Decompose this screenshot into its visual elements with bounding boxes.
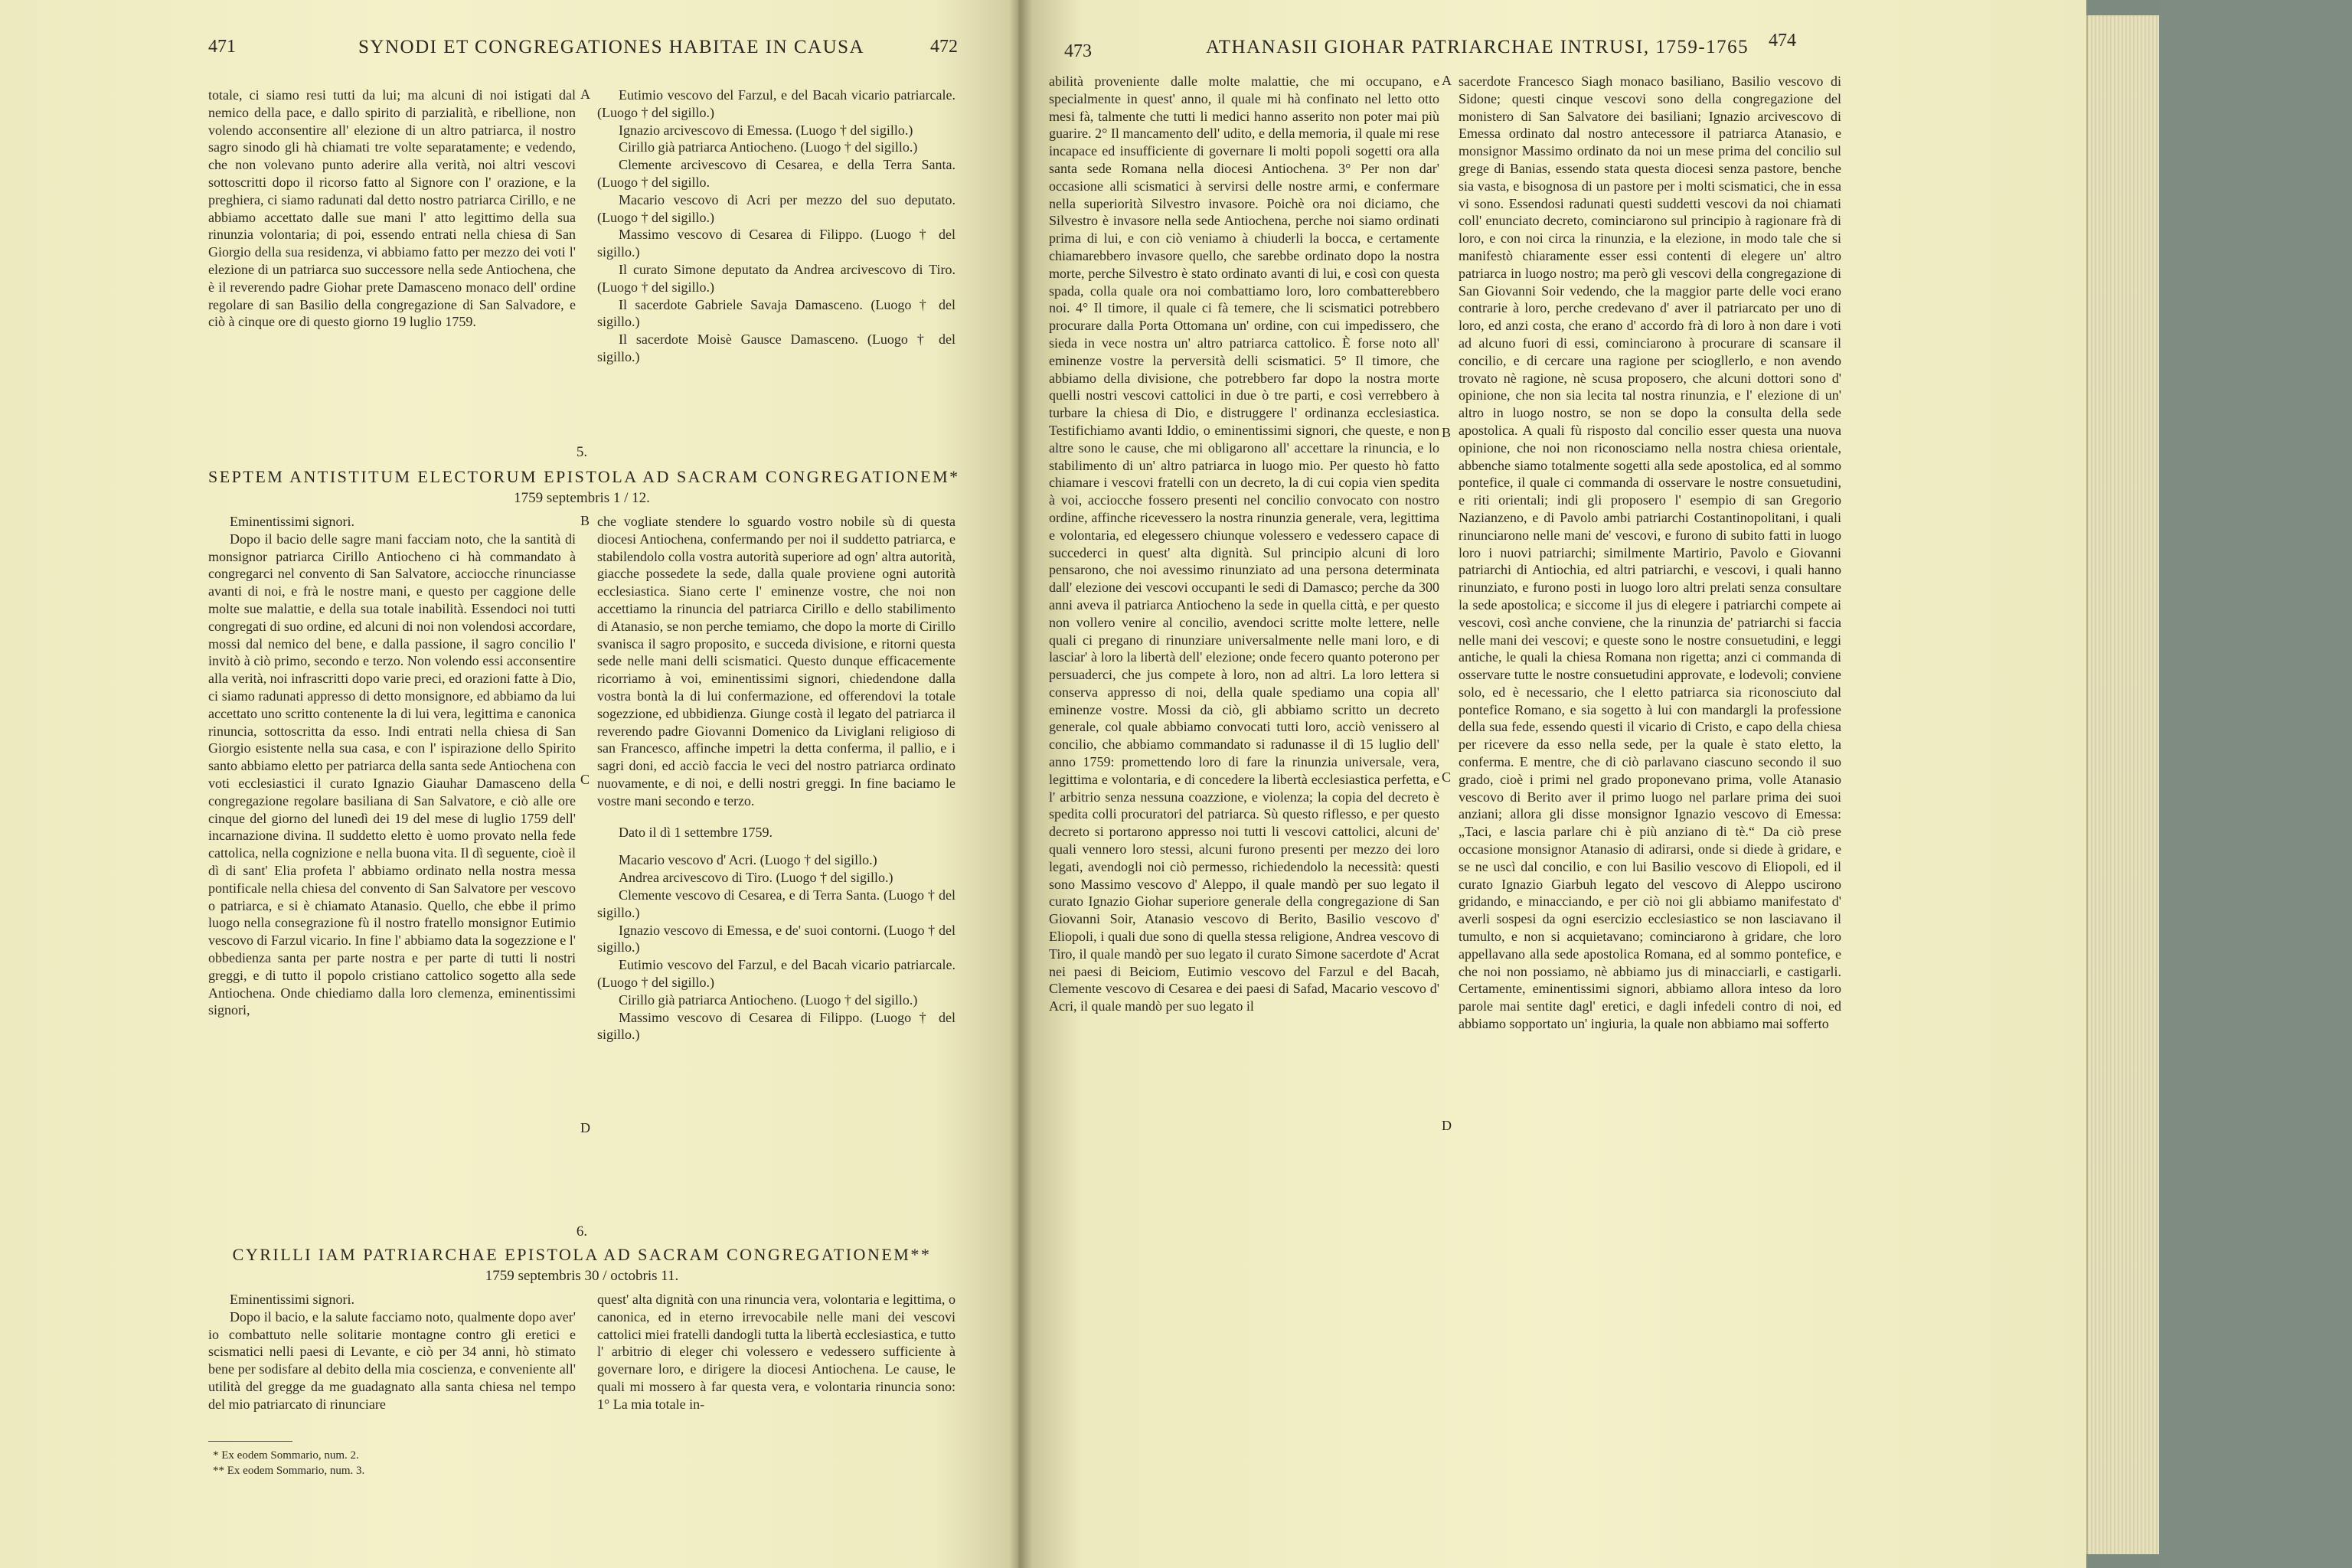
text-column <box>1459 73 1841 1033</box>
margin-letter: B <box>580 513 590 528</box>
margin-letter: C <box>1442 769 1452 785</box>
paragraph: Dopo il bacio delle sagre mani facciam noto, che la santità di monsignor patriarca Cirillo Antiocheno ci hà commandato à congregarci nel convento di San Salvatore, acciocche rinunciasse avanti di noi, e frà le nostre mani, e questo per caggione delle molte sue malattie, e della sua totale inabilità. Essendoci noi tutti congregati di suo ordine, ed alcuni di noi non volendosi accordare, mossi dal nemico del bene, e dalla passione, il sagro concilio l' invitò à ciò primo, secondo e terzo. Non volendo essi acconsentire alla verità, noi infrascritti dopo varie preci, ed orazioni fatte à Dio, ci siamo radunati appresso di detto monsignore, ed abbiamo da lui accettato uno scritto contenente la di lui vera, legittima e canonica rinuncia, sottoscritta da esso. Indi entrati nella chiesa di San Giorgio esistente nella sua casa, e con l' ispirazione dello Spirito santo abbiamo eletto per patriarca della santa sede Antiochena con voti ecclesiastici il curato Ignazio Giauhar Damasceno della congregazione regolare basiliana di San Salvatore, e ciò alle ore cinque del giorno del lunedì dei 19 del mese di luglio 1759 dell' incarnazione divina. Il suddetto eletto è uomo provato nella fede cattolica, nella cognizione e nella buona vita. Il dì seguente, cioè il dì di sant' Elia profeta l' abbiamo ordinato nella nostra messa pontificale nella chiesa del convento di San Salvatore per vescovo o patriarca, e si è chiamato Atanasio. Quello, che ebbe il primo luogo nella consegrazione fù il nostro fratello monsignor Eutimio vescovo di Farzul vicario. In fine l' abbiamo data la sogezzione e l' obbedienza santa per parte nostra e per parte di tutti li nostri greggi, e di tutto il popolo cristiano cattolico sogetto alla sede Antiochena. Onde chiediamo dalla loro clemenza, eminentissimi signori, <box>208 531 576 1018</box>
book-gutter <box>1009 0 1032 1568</box>
margin-letter: A <box>1442 73 1452 88</box>
signature: Ignazio arcivescovo di Emessa. (Luogo † del sigillo.) <box>619 122 913 138</box>
footnote-rule <box>208 1441 292 1442</box>
margin-letter: C <box>580 772 590 787</box>
right-page <box>1018 0 2086 1568</box>
signature: Cirillo già patriarca Antiocheno. (Luogo † del sigillo.) <box>619 991 918 1008</box>
section-number: 6. <box>576 1223 588 1240</box>
signature: Macario vescovo d' Acri. (Luogo † del sigillo.) <box>619 852 877 868</box>
running-head: SYNODI ET CONGREGATIONES HABITAE IN CAUSA <box>358 37 865 57</box>
signature: Andrea arcivescovo di Tiro. (Luogo † del sigillo.) <box>619 870 893 886</box>
signature: Macario vescovo di Acri per mezzo del suo deputato. (Luogo † del sigillo.) <box>597 191 956 225</box>
left-page <box>0 0 1018 1568</box>
section-number: 5. <box>576 444 588 460</box>
salutation: Eminentissimi signori. <box>230 514 355 529</box>
signature: Eutimio vescovo del Farzul, e del Bacah vicario patriarcale. (Luogo † del sigillo.) <box>597 87 956 120</box>
margin-letter: A <box>580 87 590 102</box>
signature: Cirillo già patriarca Antiocheno. (Luogo † del sigillo.) <box>619 139 918 155</box>
page-number: 472 <box>930 37 958 57</box>
signature: Il curato Simone deputato da Andrea arcivescovo di Tiro. (Luogo † del sigillo.) <box>597 261 956 295</box>
margin-letter: D <box>1442 1118 1452 1133</box>
section-date: 1759 septembris 30 / octobris 11. <box>485 1268 679 1284</box>
signature: Ignazio vescovo di Emessa, e de' suoi contorni. (Luogo † del sigillo.) <box>597 922 956 956</box>
signature: Massimo vescovo di Cesarea di Filippo. (Luogo † del sigillo.) <box>597 1009 956 1043</box>
page-number: 471 <box>208 37 236 57</box>
background-board <box>2159 0 2352 1568</box>
margin-letter: D <box>580 1120 590 1135</box>
page-edges <box>2086 15 2161 1554</box>
paragraph: Dopo il bacio, e la salute facciamo noto, qualmente dopo aver' io combattuto nelle solitarie montagne contro gli eretici e scismatici nelli paesi di Levante, e ciò per 34 anni, hò stimato bene per sodisfare al debito della mia coscienza, e conveniente all' utilità del gregge da me guadagnato alla santa chiesa nel tempo del mio patriarcato di rinunciare <box>208 1308 576 1412</box>
signature: Clemente vescovo di Cesarea, e di Terra Santa. (Luogo † del sigillo.) <box>597 887 956 920</box>
section-title: SEPTEM ANTISTITUM ELECTORUM EPISTOLA AD SACRAM CONGREGATIONEM* <box>208 467 960 486</box>
paragraph: che vogliate stendere lo sguardo vostro nobile sù di questa diocesi Antiochena, confermando per noi il suddetto patriarca, e stabilendolo colla vostra autorità superiore ad ogn' altra autorità, giacche possedete la sede, dalla quale proviene ogni autorità ecclesiastica. Siano certe l' eminenze vostre, che noi non accettiamo la rinuncia del patriarca Cirillo e dello stabilimento di Atanasio, se non perche temiamo, che dopo la morte di Cirillo svanisca il sagro proposito, e succeda divisione, e ritorni questa sede nelle mani delli scismatici. Questo dunque efficacemente ricorriamo à voi, eminentissimi signori, chiedendone dalla vostra bontà la di lui confermazione, ed offerendovi la totale sogezzione, ed ubbidienza. Giunge costà il legato del patriarca il reverendo padre Giovanni Domenico da Liviglani religioso di san Francesco, affinche impetri la detta conferma, il pallio, e i sagri doni, ed acciò faccia le veci del nostro patriarca ordinato nuovamente, e di noi, e delli nostri greggi. In fine baciamo le vostre mani secondo e terzo. <box>597 514 956 808</box>
signature-column <box>597 87 956 366</box>
footnote: ** Ex eodem Sommario, num. 3. <box>213 1465 365 1477</box>
text-column <box>1049 73 1439 1015</box>
page-number: 474 <box>1769 31 1796 51</box>
paragraph: totale, ci siamo resi tutti da lui; ma alcuni di noi istigati dal nemico della pace, e dallo spirito di parzialità, e ribellione, non volendo acconsentire all' elezione di un altro patriarca, il nostro sagro sinodo gli hà chiamati tre volte separatamente; e vedendo, che non volevano punto aderire alla verità, noi altri vescovi sottoscritti dopo il ricorso fatto al Signore con l' orazione, e la preghiera, ci siamo radunati dal detto nostro patriarca Cirillo, e ne abbiamo accettato dalle sue mani l' atto legittimo della sua rinunzia volontaria; di poi, essendo entrati nella chiesa di San Giorgio della sua residenza, vi abbiamo fatto per mezzo dei voti l' elezione di un patriarca suo successore nella sede Antiochena, che è il reverendo padre Giohar prete Damasceno monaco dell' ordine regolare di san Basilio della congregazione di San Salvadore, e ciò à cinque ore di questo giorno 19 luglio 1759. <box>208 87 576 330</box>
paragraph: sacerdote Francesco Siagh monaco basiliano, Basilio vescovo di Sidone; questi cinque vescovi sono della congregazione del monistero di San Salvatore dei basiliani; Ignazio arcivescovo di Emessa ordinato dal nostro antecessore il patriarca Atanasio, e monsignor Massimo ordinato da noi un mese prima del concilio sul grege di Banias, essendo stata questa diocesi senza pastore, benche sia vasta, e bisognosa di un pastore per i molti scismatici, che in essa vi sono. Essendosi radunati questi suddetti vescovi da noi chiamati coll' enunciato decreto, cominciarono sul principio à ragionare frà di loro, e con noi circa la rinunzia, e la elezione, in modo tale che si manifestò chiaramente esser essi contenti di elegere un' altro patriarca in luogo nostro; ma però gli vescovi della congregazione di San Giovanni Soir vedendo, che la maggior parte delle voci erano contrarie à loro, perche credevano d' aver il patriarcato per uno di loro, ed anzi costa, che erano d' accordo frà di loro à non dare i voti ad alcuno fuori di essi, cominciarono à procurare di scansare il concilio, e di cercare una ragione per sciogllerlo, e non avendo trovato nè ragione, nè scusa proposero, che alcuni dottori sono d' opinione, che non sia lecita tal nostra rinunzia, e l' elezione di un' altro in luogo nostro, se non se dopo la consulta della sede apostolica. A quali fù risposto dal concilio esser questa una nuova opinione, che noi non riconosciamo nella nostra chiesa orientale, abbenche siamo totalmente sogetti alla sede apostolica, ed al sommo pontefice, il quale ci commanda di osservare le nostre consuetudini, e riti orientali; indi gli proposero l' esempio di san Gregorio Nazianzeno, e di Pavolo ambi patriarchi Costantinopolitani, i quali rinunciarono nelle mani de' vescovi, e furono di subito fatti in luogo loro i nuovi patriarchi; similmente Martirio, Pavolo e Giovanni patriarchi di Antiochia, ed altri patriarchi, e vescovi, i quali hanno rinunziato, e furono posti in luogo loro altri prelati senza consultare la sede apostolica; e siccome il jus di elegere i patriarchi compete ai vescovi, così anche conviene, che la rinunzia de' patriarchi si faccia nelle mani dei vescovi; e queste sono le nostre consuetudini, e leggi antiche, le quali la chiesa Romana non rigetta; anzi ci commanda di osservare tutte le nostre consuetudini approvate, e lodevoli; conviene solo, ed è necessario, che l eletto patriarca sia riconosciuto dal pontefice Romano, e sia sogetto à lui con mandargli la professione della sua fede, essendo questi il vicario di Cristo, e capo della chiesa per ricevere da esso nella sede, per la quale è stato eletto, la conferma. E mentre, che di ciò parlavano ciascuno secondo il suo grado, cioè i primi nel grado proponevano prima, volle Atanasio vescovo di Berito aver il primo luogo nel parlare prima dei suoi anziani; allora gli disse monsignor Ignazio vescovo di Emessa: „Taci, e lascia parlare chi è più anziano di tè.“ Da ciò prese occasione monsignor Atanasio di adirarsi, onde si diede à gridare, e se ne uscì dal concilio, e con lui Basilio vescovo di Eliopoli, ed il curato Ignazio Giarbuh legato del vescovo di Aleppo uscirono gridando, e minacciando, e per ciò noi gli abbiamo manifestato d' averli sospesi da ogni esercizio ecclesiastico se non lasciavano il tumulto, e non si acquietavano; cominciarono à gridare, che loro appellavano alla sede apostolica Romana, ed al sommo pontefice, e che noi non possiamo, nè abbiamo jus di minacciarli, e castigarli. Certamente, eminentissimi signori, abbiamo allora inteso da loro parole mai sentite dagl' eretici, e dagli infedeli contro di noi, ed abbiamo sopportato un' ingiuria, la quale non abbiamo mai sofferto <box>1459 74 1841 1032</box>
paragraph: abilità proveniente dalle molte malattie, che mi occupano, e specialmente in quest' anno, il quale mi hà confinato nel letto otto mesi fà, talmente che tutti li medici hanno asserito non poter mai più guarire. 2° Il mancamento dell' udito, e della memoria, il quale mi rese incapace ed insufficiente di governare li molti popoli sogetti ora alla santa sede Romana nella diocesi Antiochena. 3° Per non dar' occasione alli scismatici à servirsi delle nostre armi, e confermare nella superiorità Silvestro invasore. Poichè ora noi diciamo, che Silvestro è invasore nella sede Antiochena, perche noi siamo ordinati prima di lui, e con ciò veniamo à chiuderli la bocca, e certamente chiamarebbero invasore quello, che sarebbe ordinato dopo la nostra morte, perche Silvestro è stato ordinato avanti di lui, e così con questa spada, colla quale ora noi combattiamo loro, loro combatterebbero noi. 4° Il timore, il quale ci fà temere, che li scismatici potrebbero procurare dalla Porta Ottomana un' ordine, con cui impedissero, che sieda in vece nostra un' altro patriarca cattolico. È forse noto all' eminenze vostre la perversità delli scismatici. 5° Il timore, che abbiamo della divisione, che potrebbero far dopo la nostra morte quelli nostri vescovi cattolici in due ò tre parti, e così verrebbero à turbare la chiesa di Dio, e distruggere l' ordinanza ecclesiastica. Testifichiamo avanti Iddio, o eminentissimi signori, che queste, e non altre sono le cause, che mi obligarono all' accettare la rinuncia, e lo stabilimento di un' altro patriarca in luogo mio. Per questo hò fatto chiamare i vescovi fratelli con un decreto, la di cui copia vien spedita à voi, acciocche fossero presenti nel concilio convocato con nostro ordine, affinche ricevessero la nostra rinunzia generale, vera, legittima e volontaria, ed elegessero chiunque volessero e vedessero capace di succederci in quest' alta dignità. Sul principio alcuni di loro pensarono, che noi avessimo rinunziato ad una persona determinata dall' elezione dei vescovi occupanti le sedi di Damasco; perche da 300 anni aveva il patriarca Antiocheno la sede in quella città, e per questo non vollero venire al concilio, avendoci scritte molte lettere, nelle quali ci pregano di rinunziare universalmente nelle mani loro, e di lasciar' à loro la libertà dell' elezione; onde fecero quanto poterono per persuaderci, che jus compete à loro, non ad altri. La loro lettera si conserva appresso di noi, della quale spediamo una copia all' eminenze vostre. Mossi da ciò, gli abbiamo scritto un decreto generale, col quale abbiamo convocati tutti loro, acciò venissero al concilio, che abbiamo commandato si radunasse il dì 15 luglio dell' anno 1759: promettendo loro di fare la rinunzia universale, vera, legittima e volontaria, e di concedere la libertà ecclesiastica perfetta, e l' arbitrio senza nessuna coazzione, e violenza; la copia del decreto è spedita colli procuratori del patriarca. Sù questo riflesso, e per questo decreto si portarono appresso noi tutti li vescovi cattolici, alcuni de' quali vennero loro stessi, alcuni furono presenti per mezzo dei loro legati, avendogli noi ciò permesso, richiedendolo la necessità: questi sono Massimo vescovo d' Aleppo, il quale mandò per suo legato il curato Ignazio Giohar superiore generale della congregazione di San Giovanni Soir, Atanasio vescovo di Berito, Basilio vescovo d' Eliopoli, i quali due sono di quella stessa religione, Andrea vescovo di Tiro, il quale mandò per suo legato il curato Simone sacerdote d' Acrat nei paesi di Beiciom, Eutimio vescovo del Farzul e del Bacah, Clemente vescovo di Cesarea e dei paesi di Safad, Macario vescovo d' Acri, il quale mandò per suo legato il <box>1049 74 1439 1014</box>
section-title: CYRILLI IAM PATRIARCHAE EPISTOLA AD SACRAM CONGREGATIONEM** <box>232 1245 932 1264</box>
footnote: * Ex eodem Sommario, num. 2. <box>213 1449 359 1462</box>
section-date: 1759 septembris 1 / 12. <box>514 490 650 506</box>
text-column <box>597 1291 956 1413</box>
signature: Eutimio vescovo del Farzul, e del Bacah vicario patriarcale. (Luogo † del sigillo.) <box>597 957 956 990</box>
dateline: Dato il dì 1 settembre 1759. <box>619 824 773 840</box>
salutation: Eminentissimi signori. <box>230 1292 355 1307</box>
page-number: 473 <box>1064 41 1092 61</box>
text-column <box>208 87 576 331</box>
signature: Il sacerdote Gabriele Savaja Damasceno. (Luogo † del sigillo.) <box>597 296 956 330</box>
running-head: ATHANASII GIOHAR PATRIARCHAE INTRUSI, 1759-1765 <box>1206 37 1749 57</box>
text-column <box>208 1291 576 1413</box>
text-column <box>597 513 956 1044</box>
text-column <box>208 513 576 1019</box>
signature: Massimo vescovo di Cesarea di Filippo. (Luogo † del sigillo.) <box>597 227 956 260</box>
signature: Clemente arcivescovo di Cesarea, e della Terra Santa. (Luogo † del sigillo. <box>597 157 956 190</box>
paragraph: quest' alta dignità con una rinuncia vera, volontaria e legittima, o canonica, ed in eterno irrevocabile nelle mani dei vescovi cattolici miei fratelli dandogli tutta la libertà ecclesiastica, e tutto l' arbitrio di eleger chi volessero e vedessero sufficiente à governare loro, e dirigere la diocesi Antiochena. Le cause, le quali mi mossero à far questa vera, e volontaria rinuncia sono: 1° La mia totale in- <box>597 1292 956 1412</box>
signature: Il sacerdote Moisè Gausce Damasceno. (Luogo † del sigillo.) <box>597 332 956 364</box>
margin-letter: B <box>1442 425 1452 440</box>
